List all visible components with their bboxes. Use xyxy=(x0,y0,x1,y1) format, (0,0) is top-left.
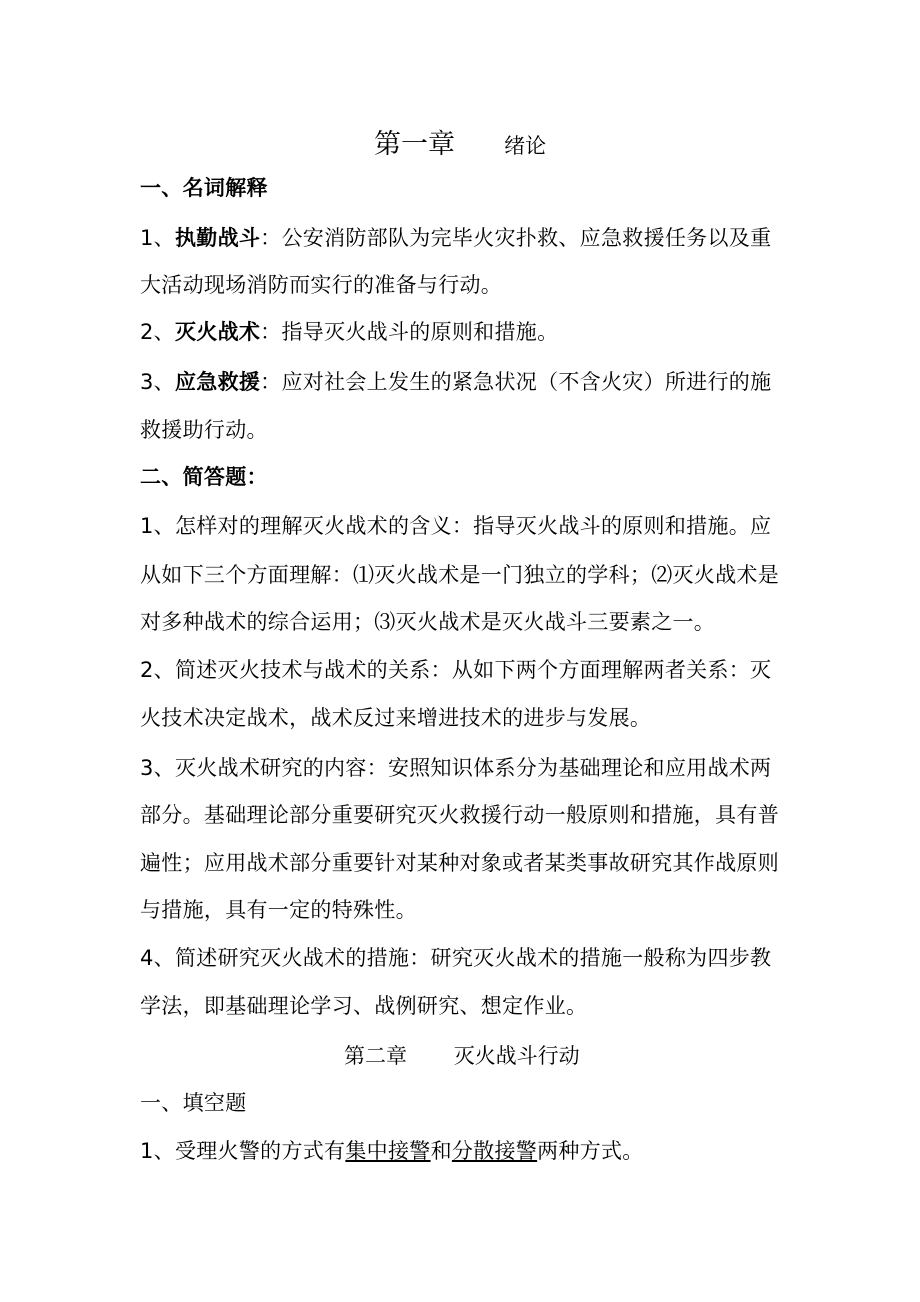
chapter2-title-number: 第二章 xyxy=(344,1044,407,1068)
qa-4-line-1: 4、简述研究灭火战术的措施：研究灭火战术的措施一般称为四步教 xyxy=(140,946,772,970)
qa-1-line-3: 对多种战术的综合运用；⑶灭火战术是灭火战斗三要素之一。 xyxy=(140,610,716,634)
qa-2-line-1: 2、简述灭火技术与战术的关系：从如下两个方面理解两者关系：灭 xyxy=(140,658,772,682)
chapter1-title-name: 绪论 xyxy=(504,134,547,158)
term-definition: ：指导灭火战斗的原则和措施。 xyxy=(260,320,559,344)
fill-in-suffix: 两种方式。 xyxy=(537,1139,644,1163)
qa-3-line-2: 部分。基础理论部分重要研究灭火救援行动一般原则和措施，具有普 xyxy=(140,803,779,827)
fill-in-connector: 和 xyxy=(430,1139,452,1163)
fill-in-answer-2: 分散接警 xyxy=(451,1139,538,1163)
qa-3-line-3: 遍性；应用战术部分重要针对某种对象或者某类事故研究其作战原则 xyxy=(140,851,779,875)
chapter2-title-name: 灭火战斗行动 xyxy=(453,1044,580,1068)
chapter1-title-number: 第一章 xyxy=(374,129,455,160)
term-number: 1、 xyxy=(140,226,175,250)
chapter1-title xyxy=(374,122,546,161)
term-entry-3-continuation: 救援助行动。 xyxy=(140,418,268,442)
fill-in-item-1 xyxy=(140,1137,644,1165)
term-entry-1 xyxy=(140,224,771,252)
term-number: 3、 xyxy=(140,370,175,394)
qa-3-line-1: 3、灭火战术研究的内容：安照知识体系分为基础理论和应用战术两 xyxy=(140,756,772,780)
term-name: 执勤战斗 xyxy=(174,226,261,250)
term-name: 应急救援 xyxy=(174,370,261,394)
qa-4-line-2: 学法，即基础理论学习、战例研究、想定作业。 xyxy=(140,994,588,1018)
qa-2-line-2: 火技术决定战术，战术反过来增进技术的进步与发展。 xyxy=(140,706,652,730)
term-definition: ：应对社会上发生的紧急状况（不含火灾）所进行的施 xyxy=(260,370,772,394)
section-heading-definitions: 一、名词解释 xyxy=(140,176,268,200)
qa-3-line-4: 与措施，具有一定的特殊性。 xyxy=(140,898,417,922)
term-entry-1-continuation: 大活动现场消防而实行的准备与行动。 xyxy=(140,273,503,297)
term-number: 2、 xyxy=(140,320,175,344)
fill-in-answer-1: 集中接警 xyxy=(345,1139,431,1163)
term-definition: ：公安消防部队为完毕火灾扑救、应急救援任务以及重 xyxy=(260,226,772,250)
section-heading-short-answer: 二、简答题： xyxy=(140,465,268,489)
chapter2-title xyxy=(344,1040,580,1070)
term-name: 灭火战术 xyxy=(174,320,261,344)
section-heading-fill-in: 一、填空题 xyxy=(140,1091,247,1115)
qa-1-line-2: 从如下三个方面理解：⑴灭火战术是一门独立的学科；⑵灭火战术是 xyxy=(140,563,779,587)
fill-in-prefix: 1、受理火警的方式有 xyxy=(140,1139,346,1163)
term-entry-3 xyxy=(140,368,771,396)
term-entry-2 xyxy=(140,318,558,346)
qa-1-line-1: 1、怎样对的理解灭火战术的含义：指导灭火战斗的原则和措施。应 xyxy=(140,514,772,538)
